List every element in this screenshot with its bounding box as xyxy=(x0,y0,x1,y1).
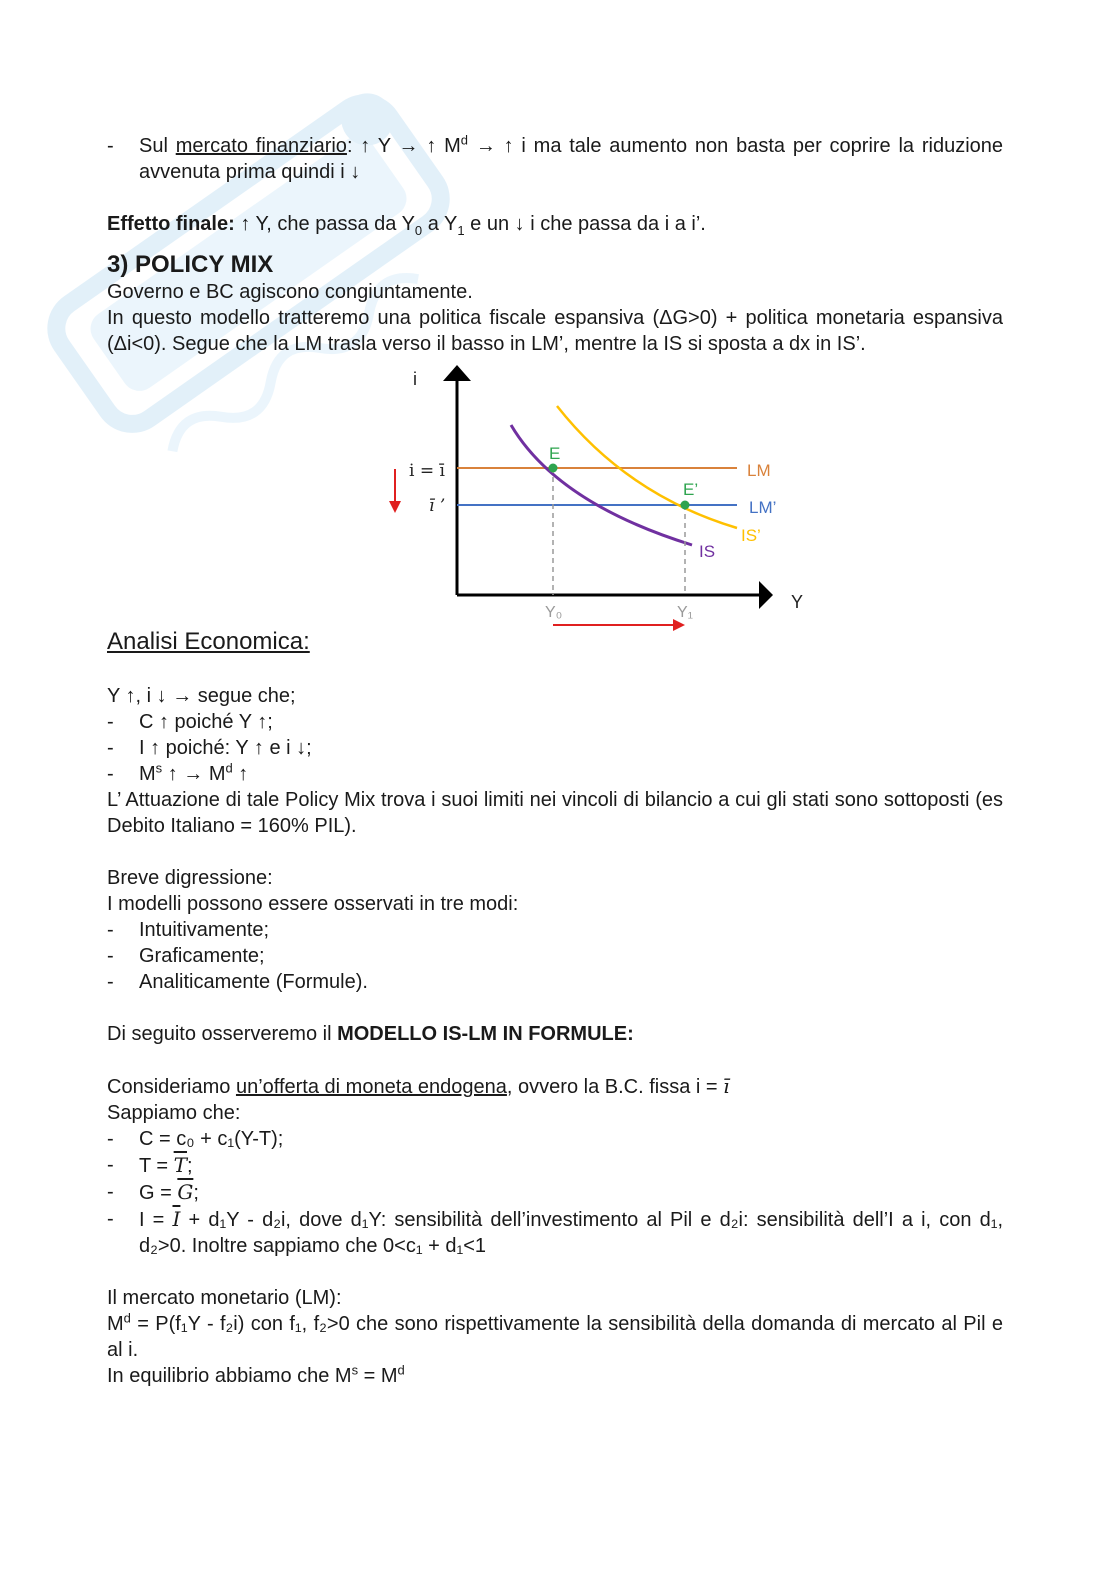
page-content xyxy=(107,133,1003,1389)
label-is-prime: IS’ xyxy=(741,526,761,545)
list-item: - $G = \overline{G}$; xyxy=(107,1180,199,1204)
analisi-title: Analisi Economica: xyxy=(107,628,310,655)
digressione-title: Breve digressione: xyxy=(107,867,273,889)
label-e: E xyxy=(549,444,561,463)
x-axis-arrow xyxy=(759,581,773,609)
series-is-curve xyxy=(511,425,692,545)
list-item: - Graficamente; xyxy=(107,945,265,967)
label-lm-prime: LM’ xyxy=(749,498,777,517)
sappiamo-line: Sappiamo che: xyxy=(107,1102,241,1124)
modello-line: Di seguito osserveremo il MODELLO IS-LM IN FORMULE: xyxy=(107,1023,634,1045)
label-is: IS xyxy=(699,542,716,561)
label-lm: LM xyxy=(747,461,771,480)
list-item: - C = c₀ + c₁(Y-T); xyxy=(107,1128,284,1150)
section-title: 3) POLICY MIX xyxy=(107,251,274,278)
section-paragraph: In questo modello tratteremo una politica fiscale espansiva (ΔG>0) + politica monetaria espansiva (Δi<0). Segue che la LM trasla verso il basso in LM’, mentre la IS si sposta a dx in IS’. xyxy=(107,307,1003,355)
point-e-prime xyxy=(681,501,690,510)
mercato-title: Il mercato monetario (LM): xyxy=(107,1287,342,1309)
x-axis-label: Y xyxy=(791,592,804,612)
tick-label-y1: Y₁ xyxy=(677,604,694,621)
arrow-down-head xyxy=(389,501,401,513)
list-item: - $M^s$ ↑ → $M^d$ ↑ xyxy=(107,760,249,785)
tick-label-y0: Y₀ xyxy=(545,604,563,621)
chart-svg xyxy=(387,363,807,633)
list-item: - C ↑ poiché Y ↑; xyxy=(107,711,273,733)
list-item: - $I = \overline{I} + d_1Y - d_2i$, dove d₁Y: sensibilità dell’investimento al Pil e d₂i: sensibilità dell’I a i, con d₁, d₂>0. Inoltre sappiamo che 0<c₁ + d₁<1 xyxy=(107,1207,1004,1257)
analisi-paragraph: L’ Attuazione di tale Policy Mix trova i suoi limiti nei vincoli di bilancio a cui gli stati sono sottoposti (es Debito Italiano = 160% PIL). xyxy=(107,789,1003,837)
underlined-term: mercato finanziario xyxy=(175,135,347,157)
mercato-equilibrio: In equilibrio abbiamo che $M^s = M^d$ xyxy=(107,1362,405,1387)
list-item: - $T = \overline{T}$; xyxy=(107,1153,193,1177)
mercato-md: $M^d = P(f_1Y - f_2i)$ con f₁, f₂>0 che sono rispettivamente la sensibilità della domanda di mercato al Pil e al i. xyxy=(107,1310,1003,1361)
list-item: - Intuitivamente; xyxy=(107,919,270,941)
level-label-i-bar: i = ī xyxy=(409,461,445,481)
y-axis-arrow xyxy=(443,365,471,381)
consideriamo-line: Consideriamo un’offerta di moneta endogena, ovvero la B.C. fissa i = ī xyxy=(107,1074,730,1098)
y-axis-label: i xyxy=(413,369,417,389)
level-label-i-bar-prime: ī ’ xyxy=(429,496,446,516)
section-intro: Governo e BC agiscono congiuntamente. xyxy=(107,281,473,303)
analisi-line: Y ↑, i ↓ → segue che; xyxy=(107,685,296,707)
list-item: - Sul mercato finanziario: ↑ Y → ↑ $M^d$ → ↑ i ma tale aumento non basta per coprire la riduzione avvenuta prima quindi i ↓ xyxy=(107,132,1004,183)
list-item: - I ↑ poiché: Y ↑ e i ↓; xyxy=(107,737,312,759)
list-item: - Analiticamente (Formule). xyxy=(107,971,368,993)
digressione-intro: I modelli possono essere osservati in tre modi: xyxy=(107,893,519,915)
is-lm-chart xyxy=(107,357,1003,627)
point-e xyxy=(549,464,558,473)
effetto-finale: Effetto finale: ↑ Y, che passa da $Y_0$ a $Y_1$ e un ↓ i che passa da i a i’. xyxy=(107,213,706,238)
label-e-prime: E’ xyxy=(683,480,699,499)
